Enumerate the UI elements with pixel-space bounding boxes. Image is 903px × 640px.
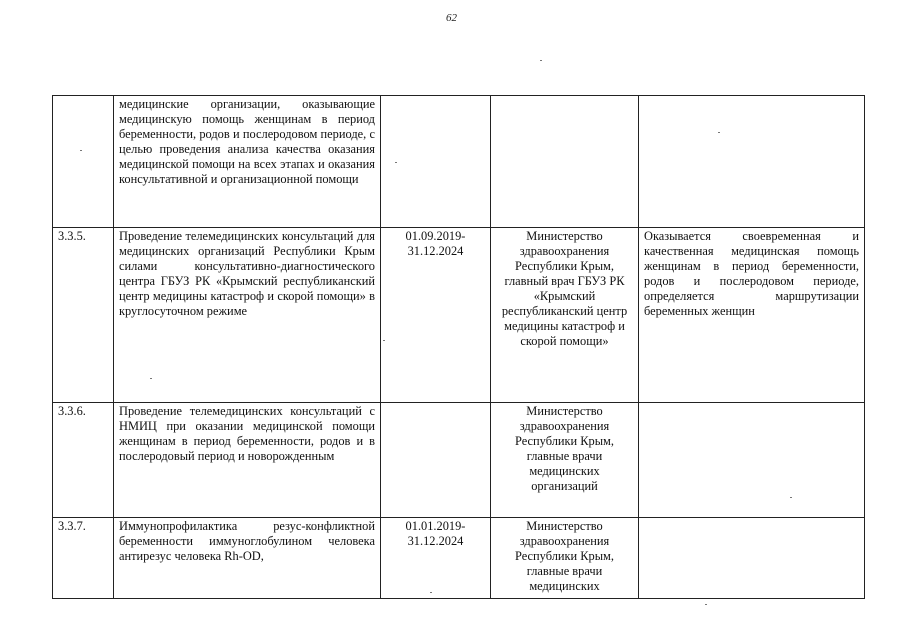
item-number: 3.3.6. (53, 403, 114, 518)
activity-term: 01.01.2019-31.12.2024 (381, 518, 491, 599)
activity-term (381, 96, 491, 228)
scan-speck (790, 497, 792, 498)
scan-speck (395, 162, 397, 163)
activity-term: 01.09.2019-31.12.2024 (381, 228, 491, 403)
responsible-party: Министерство здравоохранения Республики Крым, главные врачи медицинских организаций (491, 403, 639, 518)
table-row (53, 518, 865, 599)
scan-speck (80, 150, 82, 151)
activity-description: медицинские организации, оказывающие медицинскую помощь женщинам в период беременности, родов и послеродовом периоде, с целью проведения анализа качества оказания медицинской помощи на всех этапах и оказания консультативной и организационной помощи (114, 96, 381, 228)
table-row (53, 403, 865, 518)
expected-result (639, 403, 865, 518)
activity-description: Проведение телемедицинских консультаций для медицинских организаций Республики Крым силами консультативно-диагностического центра ГБУЗ РК «Крымский республиканский центр медицины катастроф и скорой помощи» в круглосуточном режиме (114, 228, 381, 403)
responsible-party (491, 96, 639, 228)
responsible-party: Министерство здравоохранения Республики Крым, главные врачи медицинских (491, 518, 639, 599)
plan-table (52, 95, 865, 599)
activity-description: Иммунопрофилактика резус-конфликтной беременности иммуноглобулином человека антирезус человека Rh-OD, (114, 518, 381, 599)
item-number: 3.3.5. (53, 228, 114, 403)
scan-speck (150, 378, 152, 379)
expected-result: Оказывается своевременная и качественная медицинская помощь женщинам в период беременности, родов и послеродовом периоде, определяется маршрутизации беременных женщин (639, 228, 865, 403)
scan-speck (718, 132, 720, 133)
expected-result (639, 96, 865, 228)
activity-description: Проведение телемедицинских консультаций с НМИЦ при оказании медицинской помощи женщинам в период беременности, родов и в послеродовый период и новорожденным (114, 403, 381, 518)
scan-speck (540, 60, 542, 61)
scan-speck (383, 340, 385, 341)
item-number: 3.3.7. (53, 518, 114, 599)
scan-speck (705, 604, 707, 605)
expected-result (639, 518, 865, 599)
table-row (53, 96, 865, 228)
scan-speck (430, 592, 432, 593)
item-number (53, 96, 114, 228)
page-number: 62 (446, 12, 457, 24)
activity-term (381, 403, 491, 518)
table-row (53, 228, 865, 403)
responsible-party: Министерство здравоохранения Республики Крым, главный врач ГБУЗ РК «Крымский республиканский центр медицины катастроф и скорой помощи» (491, 228, 639, 403)
